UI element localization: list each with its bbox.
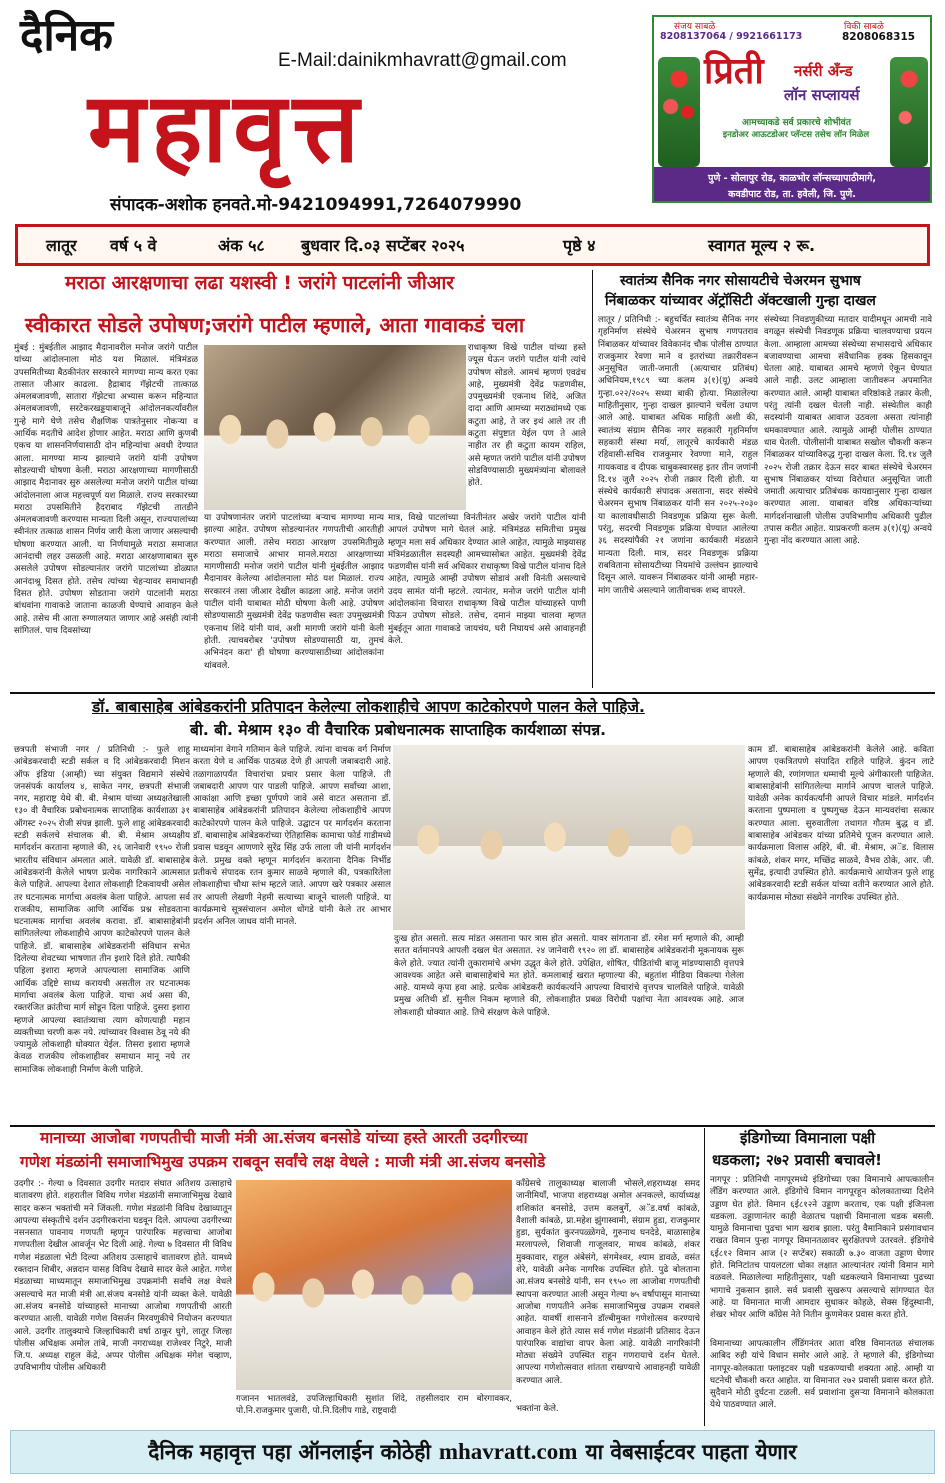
story5-headline-line2: धडकला; २७२ प्रवासी बचावले! xyxy=(712,1151,883,1169)
story3-column2: माध्यमांना वेगाने गतिमान केले पाहिजे. त्यांना वाचक वर्ग निर्माण करता येणे व आर्थिक पाठबळ देणे ही आपली जबाबदारी आहे. तळागाळापर्यंत विचारांचा प्रचार प्रसार केला पाहिजे. ती जबाबदारी आपण पार पाडली पाहिजे. आपण सर्वांच्या आशा, आकांक्षा आणि इच्छा पूर्णपणे जावे असे वाटत असताना डॉ. बाबासाहेब आंबेडकरांनी प्रतिपादन केलेल्या लोकशाहीचे आपण काटेकोरपणे पालन केले पाहिजे. उद्घाटन पर मार्गदर्शन करताना डॉ. बाबासाहेब आंबेडकरांच्या ऐतिहासिक कामाचा फोर्ड गाडीमध्ये प्रवास घडवून आणणारे सुरेंद्र सिंह उर्फ लाला जी यांनी मार्गदर्शन केले. प्रमुख वक्ते म्हणून मार्गदर्शन करताना दैनिक निर्भीड प्रतीकचे संपादक रतन कुमार साळवे म्हणाले की, पत्रकारितेला लोकशाहीचा चौथा स्तंभ म्हटले जाते. आपण खरे पत्रकार असाल तर आपली लेखणी नेहमी सत्याच्या बाजूने चालली पाहिजे. या कार्यक्रमाचे सूत्रसंचालन अमोल धोंगडे यांनी केले तर आभार प्रदर्शन अनिल जाधव यांनी मानले. xyxy=(193,745,391,928)
story2-headline-line2: निंबाळकर यांच्यावर ॲट्रॉसिटी ॲक्टखाली गुन्हा दाखल xyxy=(605,293,876,309)
ad-name-left: संजय साबळे xyxy=(674,22,716,32)
dateline-issue: अंक ५८ xyxy=(218,236,265,255)
dateline-city: लातूर xyxy=(46,236,77,255)
masthead-small-title: दैनिक xyxy=(20,10,113,61)
story1-column3a: राधाकृष्ण विखे पाटील यांच्या हस्ते ज्यूस घेऊन जरांगे पाटील यांनी त्यांचे उपोषण सोडले. आमचं म्हणणं एवढंच आहे, मुख्यमंत्री देवेंद्र फडणवीस, उपमुख्यमंत्री एकनाथ शिंदे, अजित दादा आणि आमच्या मराठ्यांमध्ये एक कटुता आहे, ते जर इथं आले तर ती कटुता संपुष्टात येईल पण ते आले नाहीत तर ही कटुता कायम राहिल, असे म्हणत जरांगे पाटील यांनी उपोषण सोडविण्यासाठी मुख्यमंत्र्यांना बोलावले होते. xyxy=(468,343,586,489)
footer-text-post: या वेबसाईटवर पाहता येणार xyxy=(585,1440,797,1464)
ad-name-right: विकी साबळे xyxy=(844,22,884,32)
story5-headline-line1: इंडिगोच्या विमानाला पक्षी xyxy=(740,1129,876,1147)
story4-photo xyxy=(236,1180,512,1390)
story1-column2: या उपोषणानंतर जरांगे पाटलांच्या बऱ्याच मागण्या मान्य झाल्या आहेत. उपोषण सोडल्यानंतर गणपतीची आरतीही करण्यात आली. तसेच मराठा आरक्षण उपसमितीमुळे मराठा समाजाचे आभार मानले.मराठा आरक्षणाच्या मागणीसाठी मनोज जरांगे पाटील यांनी मुंबईतील आझाद मैदानावर केलेल्या आंदोलनाला मोठं यश मिळालं. राज्य सरकारनं तसा जीआर देखील काढला आहे. मनोज जरांगे पाटील यांनी याबाबत मोठी घोषणा केली आहे. उपोषण सोडण्यासाठी मुख्यमंत्री देवेंद्र फडणवीस स्वतः उपमुख्यमंत्री एकनाथ शिंदे यांनी यावं, अशी मागणी जरांगे यांनी केली होती. त्याचबरोबर 'उपोषण सोडण्यासाठी या, तुमचं अभिनंदन करा' ही घोषणा करण्यासाठीच्या आंदोलकांना थांबवले. xyxy=(204,513,384,671)
story2-headline-line1: स्वातंत्र्य सैनिक नगर सोसायटीचे चेअरमन सुभाष xyxy=(620,273,861,289)
flowers-left-image xyxy=(658,57,700,167)
dateline-price: स्वागत मूल्य २ रू. xyxy=(708,236,816,255)
story3-headline-line2: बी. बी. मेश्राम १३० वी वैचारिक प्रबोधनात्मक साप्ताहिक कार्यशाळा संपन्न. xyxy=(190,721,607,739)
horizontal-divider-1 xyxy=(10,692,935,694)
story1-photo xyxy=(204,345,466,510)
ad-brand-sub1: नर्सरी अँन्ड xyxy=(794,62,853,80)
ad-brand: प्रिती xyxy=(704,51,764,92)
footer-banner xyxy=(10,1430,935,1474)
story4-headline-line2: गणेश मंडळांनी समाजाभिमुख उपक्रम राबवून सर्वांचे लक्ष वेधले : माजी मंत्री आ.संजय बनसोडे xyxy=(20,1153,546,1171)
story4-photo-caption: गजानन भातलवंडे, उपजिल्हाधिकारी सुशांत शिंदे, तहसीलदार राम बोरगावकर, पो.नि.राजकुमार पुजारी, पो.नि.दिलीप गाडे, राष्ट्रवादी xyxy=(236,1394,512,1417)
story1-column1: मुंबई : मुंबईतील आझाद मैदानावरील मनोज जरांगे पाटील यांच्या आंदोलनाला मोठं यश मिळालं. मंत्रिमंडळ उपसमितीच्या बैठकीनंतर सरकारने मागण्या मान्य करत एका तासात जीआर काढला. हैद्राबाद गॅझेटची तात्काळ अंमलबजावणी, सातारा गॅझेटचा अभ्यास करून महिन्यात अंमलबजावणी, सरटेकरखड्डयाबाजूने आंदोलनकर्त्यांवरील गुन्हे मागे घेणे तसेच शैक्षणिक पात्रतेनुसार नोकर्‍या व आर्थिक मदतीचे आदेश होणार आहेत. मराठा आणि कुणबी एकच या शासननिर्णयासाठी दोन महिन्यांचा अवधी देण्यात आला. मागण्या मान्य झाल्याने जरांगे यांनी उपोषण सोडल्याची घोषणा केली. मराठा आरक्षणाच्या मागणीसाठी आझाद मैदानावर सुरु असलेल्या मनोज जरांगे पाटील यांच्या आंदोलनाला आज महत्त्वपूर्ण यश मिळाले. राज्य सरकारच्या मराठा उपसमितीने हैदराबाद गॅझेटची तातडीने अंमलबजावणी करण्यास मान्यता दिली असून, राज्यपालांच्या स्वीनंतर तत्काळ शासन निर्णय जारी केला जाणार असल्याची घोषणा करण्यात आली. या निर्णयामुळे मराठा समाजात आनंदाची लहर उसळली आहे. मराठा आरक्षणाबाबत सुरु असलेले उपोषण सोडल्यानंतर जरांगे पाटलांच्या डोळ्यात आनंदाश्रू दिसत होते. तसेच त्यांच्या चेहऱ्यावर समाधानही दिसत होते. उपोषण सोडताना जरांगे पाटलांनी मराठा बांधवांना गावाकडे जाताना काळजी घेण्याचे आवाहन केले आहे. तसेच मी आता रुग्णालयात जाणार आहे असंही त्यांनी सांगितलं. पाच दिवसांच्या xyxy=(14,343,198,636)
footer-text-pre: दैनिक महावृत्त पहा ऑनलाईन कोठेही xyxy=(148,1440,431,1464)
story5-body: नागपूर : प्रतिनिधी नागपूरमध्ये इंडिगोच्या एका विमानाचे आपत्कालीन लँडिंग करण्यात आले. इंडिगोचे विमान नागपूरहून कोलकाताच्या दिशेने उड्डाण घेत होते. विमान ६ई८१२ने उड्डाण करताच, एक पक्षी इंजिनला धडकला. उड्डाणानंतर काही वेळातच पक्षाची विमानाला धडक बसली. यामुळे विमानाचा पुढचा भाग खराब झाला. परंतु वैमानिकाने प्रसंगावधान राखत विमान पुन्हा नागपूर विमानतळावर सुरक्षितपणे उतरवले. इंडिगोचे ६ई८१२ विमान आज (२ सप्टेंबर) सकाळी ७.३० वाजता उड्डाण घेणार होते. मिनिटांतच पायलटला धोका लक्षात आल्यानंतर त्यांनी विमान मागे वळवले. मिळालेल्या माहितीनुसार, पक्षी धडकल्याने विमानाच्या पुढच्या भागाचे नुकसान झाले. सर्व प्रवासी सुखरूप असल्याचे सांगण्यात येत आहे. या विमानात माजी आमदार सुधाकर कोहळे, सेक्स हिंदुस्थानी, शेखर भोयर आणि कॉंग्रेस नेते नितीन कुणमेकर प्रवास करत होते. xyxy=(710,1175,934,1321)
ad-address1: पुणे - सोलापुर रोड, काळभोर लॉन्सच्यापाठीमागे, xyxy=(708,173,876,184)
ad-tagline2: इनडोअर आऊटडोअर प्लॅन्टस तसेच लॉन मिळेल xyxy=(722,130,870,140)
story1-headline-line1: मराठा आरक्षणाचा लढा यशस्वी ! जरांगे पाटलांनी जीआर xyxy=(65,272,455,294)
ad-address2: कवडीपाट रोड, ता. हवेली, जि. पुणे. xyxy=(728,189,856,200)
story2-column1: लातूर / प्रतिनिधी :- बहुचर्चित स्वातंत्र्य सैनिक नगर गृहनिर्माण संस्थेचे चेअरमन सुभाष गणपतराव निंबाळकर यांच्यावर विवेकानंद चौक पोलीस ठाण्यात राजकुमार रेवणा माने व इतरांच्या तक्रारीवरून अनुसूचित जाती-जमाती (अत्याचार प्रतिबंध) अधिनियम,१९८९ च्या कलम ३(१)(यू) अन्वये गुन्हा.०२२/२०२५ सध्या बाकी होत्या. मिळालेल्या माहितीनुसार, गुन्हा दाखल झाल्याने चर्चेला उधाण आले आहे. याबाबत अधिक माहिती अशी की, स्वातंत्र्य संग्राम सैनिक नगर सहकारी गृहनिर्माण सहकारी संस्था मर्या, लातूरचे कार्यकारी मंडळ रहिवासी-सचिव राजकुमार रेवण्णा माने, राहुल गायकवाड व दीपक चाबुकस्वारसह इतर तीन जणांनी दि.१४ जुलै २०२५ रोजी तक्रार दिली होती. या संस्थेचे कार्यकारी संपादक असताना, सदर संस्थेचे चेअरमन सुभाष निंबाळकर यांनी सन २०२५-२०३० या कालावधीसाठी निवडणूक प्रक्रिया सुरू केली. परंतु, सदरची निवडणूक प्रक्रिया घेण्यात आलेल्या ३६ सदस्यांपैकी २१ जणांना कार्यकारी मंडळाने मान्यता दिली. मात्र, सदर निवडणूक प्रक्रिया राबविताना सोसायटीच्या नियमांचे उल्लंघन झाल्याचे दिसून आले. यावरून निंबाळकर यांनी आम्ही महार-मांग जातीचे असल्याने जातीवाचक शब्द वापरले. xyxy=(598,315,758,596)
masthead xyxy=(10,8,650,213)
ad-tagline1: आमच्याकडे सर्व प्रकारचे शोभीवंत xyxy=(742,118,851,128)
story2-column2: संस्थेच्या निवडणुकीच्या मतदार यादीमधून आमची नावे वगळून संस्थेची निवडणूक प्रक्रिया चालवण्याचा प्रयत्न केला. आम्हाला आमच्या संस्थेच्या सभासदाचे अधिकार बजावण्याचा आमचा संवैधानिक हक्क हिसकावून घेतला आहे. याबाबत आमचे म्हणणे ऐकून घेण्यात आले नाही. उलट आम्हाला जातीवरून अपमानित करण्यात आले. आम्ही याबाबत वरिष्ठांकडे तक्रार केली, परंतु त्यांनी दखल घेतली नाही. संस्थेतील काही सदस्यांनी याबाबत आवाज उठवला असता त्यांनाही धमकावण्यात आले. त्यामुळे आम्ही पोलीस ठाण्यात धाव घेतली. पोलीसांनी याबाबत सखोल चौकशी करून निंबाळकर यांच्याविरुद्ध गुन्हा दाखल केला. दि.१४ जुलै २०२५ रोजी तक्रार देऊन सदर बाबत संस्थेचे चेअरमन सुभाष निंबाळकर यांच्या विरोधात अनुसूचित जाती जमाती अत्याचार प्रतिबंधक कायद्यानुसार गुन्हा दाखल करण्यात आला. याबाबत वरिष्ठ अधिकाऱ्यांच्या मार्गदर्शनाखाली पोलीस उपविभागीय अधिकारी पुढील तपास करीत आहेत. याप्रकरणी कलम ३(१)(यू) अन्वये गुन्हा नोंद करण्यात आला आहे. xyxy=(764,315,932,547)
editor-line: संपादक-अशोक हनवते.मो-9421094991,7264079990 xyxy=(110,195,522,215)
column-divider-2 xyxy=(704,1128,705,1426)
dateline-bar xyxy=(15,224,930,266)
story3-photo xyxy=(393,745,745,930)
story5-body2: विमानाच्या आपत्कालीन लँडिंगनंतर आता वरिष्ठ विमानतळ संचालक आबिद रुही यांचे विधान समोर आले आहे. ते म्हणाले की, इंडिगोच्या नागपूर-कोलकाता फ्लाइटवर पक्षी धडकण्याची शक्यता आहे. आम्ही या घटनेची चौकशी करत आहोत. या विमानात २७२ प्रवासी प्रवास करत होते. सुदैवाने मोठी दुर्घटना टळली. सर्व प्रवाशांना दुसऱ्या विमानाने कोलकाता येथे पाठवण्यात आले. xyxy=(710,1339,934,1411)
horizontal-divider-2 xyxy=(10,1125,935,1127)
dateline-year: वर्ष ५ वे xyxy=(110,236,157,255)
story4-column1: उदगीर :- गेल्या ७ दिवसात उदगीर मतदार संघात अतिशय उत्साहाचे वातावरण होते. शहरातील विविध गणेश मंडळांनी समाजाभिमुख देखावे सादर करून भक्तांची मने जिंकली. गणेश मंडळांनी विविध देखाव्यातून आपल्या संस्कृतीचे दर्शन उदगीरकरांना घडवून दिले. आपल्या उदगीरच्या नसनसात पावनाय गणपती म्हणून पारंपारिक महत्त्वाचा आजोबा गणपतीला देखील आवर्जून भेट दिली आहे. गेल्या ७ दिवसात मी विविध गणेश मंडळाला भेटी दिल्या अतिशय उत्साहाचे वातावरण होते. यामध्ये रक्तदान शिबीर, अन्नदान यासह विविध देखावे सादर केले आहेत. गणेश मंडळाच्या माध्यमातून समाजाभिमुख उपक्रमांनी सर्वांचे लक्ष वेधले असल्याचे मत माजी मंत्री आ.संजय बनसोडे यांनी व्यक्त केले. यावेळी आ.संजय बनसोडे यांच्याहस्ते मानाच्या आजोबा गणपतीची आरती करण्यात आली. यावेळी गणेश विसर्जन मिरवणुकीचे नियोजन करण्यात आले. उदगीर तालुक्याचे जिल्हाधिकारी वर्षा ठाकूर घुगे, लातूर जिल्हा पोलीस अधिक्षक अमोल तांबे, माजी नगराध्यक्ष राजेश्वर निटुरे, माजी जि.प. अध्यक्ष राहुल केंद्रे, अप्पर पोलीस अधिक्षक मंगेश चव्हाण, उपविभागीय पोलीस अधिकारी xyxy=(14,1179,232,1374)
footer-url[interactable]: mhavratt.com xyxy=(438,1439,578,1464)
story4-headline-line1: मानाच्या आजोबा गणपतीची माजी मंत्री आ.संजय बनसोडे यांच्या हस्ते आरती उदगीरच्या xyxy=(40,1129,528,1147)
story3-headline-line1: डॉ. बाबासाहेब आंबेडकरांनी प्रतिपादन केलेल्या लोकशाहीचे आपण काटेकोरपणे पालन केले पाहिजे. xyxy=(92,698,645,716)
story3-column4: काम डॉ. बाबासाहेब आंबेडकरांनी केलेले आहे. कविता आपण एकत्रितपणे संपादित राहिले पाहिजे. कुंदन लाटे म्हणाले की, रणांगणात धम्माची मूल्ये अंगीकारली पाहिजेत. बाबासाहेबांनी सांगितलेल्या मार्गाने आपण चालले पाहिजे. यावेळी अनेक कार्यकर्त्यांनी आपले विचार मांडले. मार्गदर्शन करताना पुष्पमाला व पुष्पगुच्छ देऊन मान्यवरांचा सत्कार करण्यात आला. सुरुवातीला तथागत गौतम बुद्ध व डॉ. बाबासाहेब आंबेडकर यांच्या प्रतिमेचे पूजन करण्यात आले. कार्यक्रमाला विलास अहिरे, बी. बी. मेश्राम, अॅड. विलास कांबळे, शंकर मगर, मच्छिंद्र साळवे, वैभव ठोके, आर. जी. सुमेंद्र, इत्यादी उपस्थित होते. कार्यक्रमाचे आयोजन फुले शाहू आंबेडकरवादी स्टडी सर्कल यांच्या वतीने करण्यात आले होते. कार्यक्रमास मोठ्या संख्येने नागरिक उपस्थित होते. xyxy=(748,745,934,903)
flowers-right-image xyxy=(890,57,928,167)
ad-brand-sub2: लॉन सप्लायर्स xyxy=(784,86,860,104)
dateline-date: बुधवार दि.०३ सप्टेंबर २०२५ xyxy=(301,236,465,255)
story3-column1: छत्रपती संभाजी नगर / प्रतिनिधी :- फुले शाहू आंबेडकरवादी स्टडी सर्कल व दि आंबेडकरवादी मिशन ऑफ इंडिया (आम्ही) च्या संयुक्त विद्यमाने संस्थेचे जनसंपर्क कार्यालय ४, साकेत नगर, छत्रपती संभाजी नगर, महाराष्ट्र येथे बी. बी. मेश्राम यांच्या अध्यक्षतेखाली १३० वी वैचारिक प्रबोधनात्मक साप्ताहिक कार्यशाळा ३१ ऑगस्ट २०२५ रोजी संपन्न झाली. फुले शाहू आंबेडकरवादी स्टडी सर्कलचे संचालक बी. बी. मेश्राम अध्यक्षीय मार्गदर्शन करताना म्हणाले की, २६ जानेवारी १९५० रोजी भारतीय संविधान अंमलात आले. यावेळी डॉ. बाबासाहेब आंबेडकरांनी केलेले भाषण प्रत्येक नागरिकाने आत्मसात केले पाहिजे. आपल्या देशात लोकशाही टिकवायची असेल तर घटनात्मक मार्गाचा अवलंब केला पाहिजे. आपला सर्व राजकीय, सामाजिक आणि आर्थिक प्रश्न सोडवताना घटनात्मक मार्गाचा अवलंब करावा. डॉ. बाबासाहेबांनी सांगितलेल्या लोकशाहीचे आपण काटेकोरपणे पालन केले पाहिजे. डॉ. बाबासाहेब आंबेडकरांनी संविधान सभेत दिलेल्या शेवटच्या भाषणात तीन इशारे दिले होते. त्यापैकी पहिला इशारा म्हणजे आपल्याला सामाजिक आणि आर्थिक उद्दिष्टे साध्य करायची असतील तर घटनात्मक मार्गाचा अवलंब केला पाहिजे. याचा अर्थ असा की, रक्तरंजित क्रांतीचा मार्ग सोडून दिला पाहिजे. दुसरा इशारा म्हणजे आपल्या स्वातंत्र्याचा त्याग कोणत्याही महान व्यक्तीच्या चरणी करू नये. त्यांच्यावर विश्वास ठेवू नये की ज्यामुळे लोकशाही धोक्यात येईल. तिसरा इशारा म्हणजे केवळ राजकीय लोकशाहीवर समाधान मानू नये तर सामाजिक लोकशाही निर्माण केली पाहिजे. xyxy=(14,745,190,1075)
story1-column3b: मात्र, विखे पाटलांच्या विनंतीनंतर अखेर जरांगे पाटील यांनी आपलं उपोषण मागे घेतलं आहे. मंत्रिमंडळ समितीचा प्रमुख म्हणून मला सर्व अधिकार देण्यात आले आहेत, त्यामुळे माझ्यासह मंत्रिमंडळातील सदस्यही आमच्यासोबत आहेत. मुख्यमंत्री देवेंद्र फडणवीस यांनी सर्व अधिकार राधाकृष्ण विखे पाटील यांनाच दिले आहेत, त्यामुळे आम्ही उपोषण सोडावं अशी विनंती असल्याचे उदय सामंत यांनी म्हटले. त्यानंतर, मनोज जरांगे पाटील यांनी आंदोलकांना विचारत राधाकृष्ण विखे पाटील यांच्याहस्ते पाणी पिऊन उपोषण सोडले. तसेच, दमानं माझ्या चालवा म्हणत मुंबईतून आता गावाकडे जायचंय, घरी निघायचं असे आवाहनही केले. xyxy=(388,513,586,646)
story1-headline-line2: स्वीकारत सोडले उपोषण;जरांगे पाटील म्हणाले, आता गावाकडं चला xyxy=(25,313,525,337)
ad-phone-right: 8208068315 xyxy=(842,31,916,43)
story4-caption-tail: भक्तांना केले. xyxy=(516,1404,559,1414)
dateline-page: पृष्ठे ४ xyxy=(563,236,596,255)
column-divider xyxy=(592,270,593,688)
story4-column2: काँग्रेसचे तालुकाध्यक्ष बालाजी भोसले,शहराध्यक्ष समद जानीमियाँ, भाजपा शहराध्यक्ष अमोल अनकल्ले, कार्याध्यक्ष शशिकांत बनसोडे, उत्तम कलबुर्गे, अॅड.वर्षा कांबळे, वैशाली कांबळे, प्रा.महेश झुंगास्वामी, संग्राम हुडा, राजकुमार हुडा, सुर्यकांत कुरनपळ्ळेगवे, गुरुनाथ घनदेडे, बाळासाहेब मरलापल्ले, शिवाजी गाजूलवार, माधव कांबळे, शंकर मुक्कावार, राहुल अंबेसंगे, संगमेश्वर, श्याम डावळे, वसंत शेरे, यावेळी अनेक नागरिक उपस्थित होते. पुढे बोलताना आ.संजय बनसोडे यांनी, सन १९५० ला आजोबा गणपतीची स्थापना करण्यात आली असून गेल्या ७५ वर्षांपासून मानाच्या आजोबा गणपतीने अनेक समाजाभिमुख उपक्रम राबवले आहेत. यावर्षी शासनाने डॉल्बीमुक्त गणेशोत्सव करण्याचे आवाहन केले होते त्यास सर्व गणेश मंडळांनी प्रतिसाद देऊन पारंपारिक वाद्यांचा वापर केला आहे. यावेळी नागरिकांनी मोठ्या संख्येने उपस्थित राहून गणरायाचे दर्शन घेतले. आपल्या गणेशोत्सवात शांतता राखण्याचे आवाहनही यावेळी करण्यात आले. xyxy=(516,1179,700,1386)
masthead-big-title: महावृत्त xyxy=(88,72,365,184)
ad-phone-left: 8208137064 / 9921661173 xyxy=(660,31,803,42)
nursery-ad xyxy=(652,15,932,203)
story3-column3: दुःख होत असतो. सत्य मांडत असताना फार त्रास होत असतो. यावर सांगताना डॉ. रमेश मर्ग म्हणाले की, आम्ही सतत वर्तमानपत्रे आपली दखल घेत असतात. २४ जानेवारी १९२० ला डॉ. बाबासाहेब आंबेडकरांनी मूकनायक सुरू केले होते. ज्यात त्यांनी तुकारामांचे अभंग उद्धृत केले होते. उपेक्षित, शोषित, पीडितांची बाजू मांडण्यासाठी वृत्तपत्रे आवश्यक आहेत असे बाबासाहेबांचे मत होते. कमलाबाई खरात म्हणाल्या की, बहुतांश मीडिया विकल्या गेलेला आहे. यामध्ये कृपा हवा आहे. प्रत्येक आंबेडकरी कार्यकर्त्याने आपल्या विचारांचे वृत्तपत्र चालविले पाहिजे. यावेळी प्रमुख अतिथी डॉ. सुनील निकम म्हणाले की, लोकशाहीत प्रबळ विरोधी पक्षांचा नेता आवश्यक आहे. आज लोकशाही धोक्यात आहे. तिचे संरक्षण केले पाहिजे. xyxy=(394,934,744,1018)
masthead-email: E-Mail:dainikmhavratt@gmail.com xyxy=(278,50,567,71)
